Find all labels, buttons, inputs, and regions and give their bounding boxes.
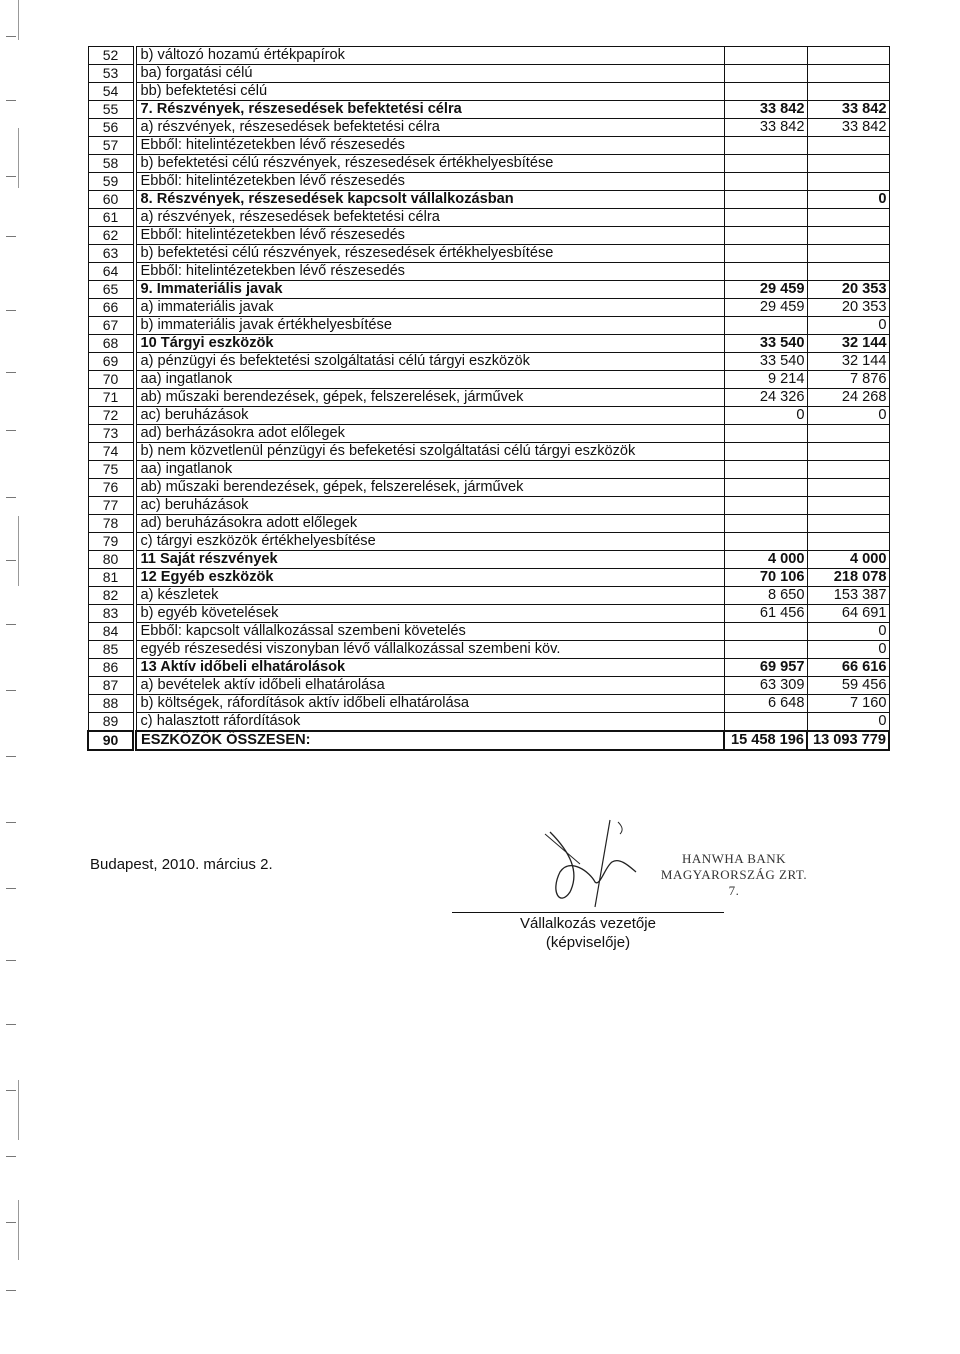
value-prior-year [724, 443, 807, 461]
value-current-year: 7 160 [807, 695, 889, 713]
table-row [88, 47, 889, 65]
value-current-year [807, 479, 889, 497]
value-prior-year: 63 309 [724, 677, 807, 695]
row-label: a) bevételek aktív időbeli elhatárolása [136, 677, 724, 695]
value-current-year: 59 456 [807, 677, 889, 695]
value-current-year [807, 461, 889, 479]
value-prior-year: 24 326 [724, 389, 807, 407]
row-number: 77 [88, 497, 133, 515]
value-current-year [807, 263, 889, 281]
value-current-year [807, 173, 889, 191]
table-row [88, 497, 889, 515]
value-current-year [807, 65, 889, 83]
value-current-year [807, 83, 889, 101]
row-label: c) halasztott ráfordítások [136, 713, 724, 732]
table-row [88, 155, 889, 173]
table-row [88, 659, 889, 677]
row-number: 70 [88, 371, 133, 389]
row-label: c) tárgyi eszközök értékhelyesbítése [136, 533, 724, 551]
value-prior-year: 29 459 [724, 281, 807, 299]
value-prior-year [724, 191, 807, 209]
value-prior-year [724, 137, 807, 155]
value-prior-year [724, 65, 807, 83]
value-prior-year [724, 479, 807, 497]
value-prior-year: 61 456 [724, 605, 807, 623]
row-label: 12 Egyéb eszközök [136, 569, 724, 587]
table-row [88, 119, 889, 137]
value-current-year [807, 155, 889, 173]
table-row [88, 461, 889, 479]
value-prior-year [724, 641, 807, 659]
table-row [88, 209, 889, 227]
table-row [88, 263, 889, 281]
table-row [88, 101, 889, 119]
value-prior-year [724, 209, 807, 227]
row-number: 59 [88, 173, 133, 191]
table-row [88, 479, 889, 497]
row-label: a) immateriális javak [136, 299, 724, 317]
table-row [88, 443, 889, 461]
table-row [88, 677, 889, 695]
table-row [88, 515, 889, 533]
value-prior-year: 0 [724, 407, 807, 425]
row-number: 68 [88, 335, 133, 353]
row-label: Ebből: kapcsolt vállalkozással szembeni követelés [136, 623, 724, 641]
row-label: ESZKÖZÖK ÖSSZESEN: [136, 731, 724, 750]
value-prior-year: 8 650 [724, 587, 807, 605]
value-current-year [807, 515, 889, 533]
value-prior-year: 9 214 [724, 371, 807, 389]
row-number: 87 [88, 677, 133, 695]
value-current-year [807, 227, 889, 245]
signatory-line-2: (képviselője) [545, 934, 631, 951]
value-current-year [807, 245, 889, 263]
row-number: 67 [88, 317, 133, 335]
row-number: 88 [88, 695, 133, 713]
value-prior-year [724, 533, 807, 551]
row-number: 80 [88, 551, 133, 569]
row-label: b) nem közvetlenül pénzügyi és befeketési szolgáltatási célú tárgyi eszközök [136, 443, 724, 461]
table-row [88, 605, 889, 623]
value-current-year: 0 [807, 191, 889, 209]
table-row [88, 623, 889, 641]
table-row [88, 317, 889, 335]
value-prior-year [724, 623, 807, 641]
row-label: bb) befektetési célú [136, 83, 724, 101]
value-current-year [807, 47, 889, 65]
value-prior-year: 69 957 [724, 659, 807, 677]
value-prior-year [724, 173, 807, 191]
row-number: 79 [88, 533, 133, 551]
value-current-year: 33 842 [807, 119, 889, 137]
table-row [88, 695, 889, 713]
row-number: 52 [88, 47, 133, 65]
signatory-title [468, 914, 708, 952]
value-prior-year: 6 648 [724, 695, 807, 713]
row-number: 75 [88, 461, 133, 479]
value-prior-year: 15 458 196 [724, 731, 807, 750]
row-number: 90 [88, 731, 133, 750]
row-number: 89 [88, 713, 133, 732]
row-number: 76 [88, 479, 133, 497]
table-row [88, 587, 889, 605]
row-label: b) egyéb követelések [136, 605, 724, 623]
value-prior-year [724, 245, 807, 263]
row-label: 10 Tárgyi eszközök [136, 335, 724, 353]
value-prior-year [724, 515, 807, 533]
row-number: 57 [88, 137, 133, 155]
value-prior-year: 33 842 [724, 101, 807, 119]
value-current-year [807, 425, 889, 443]
row-label: egyéb részesedési viszonyban lévő vállalkozással szembeni köv. [136, 641, 724, 659]
table-row [88, 65, 889, 83]
row-number: 54 [88, 83, 133, 101]
value-current-year: 0 [807, 713, 889, 732]
value-current-year: 20 353 [807, 299, 889, 317]
row-label: a) készletek [136, 587, 724, 605]
row-number: 69 [88, 353, 133, 371]
row-number: 81 [88, 569, 133, 587]
value-prior-year: 70 106 [724, 569, 807, 587]
value-prior-year [724, 461, 807, 479]
row-label: Ebből: hitelintézetekben lévő részesedés [136, 263, 724, 281]
row-number: 71 [88, 389, 133, 407]
row-label: Ebből: hitelintézetekben lévő részesedés [136, 137, 724, 155]
value-current-year: 32 144 [807, 353, 889, 371]
table-row [88, 425, 889, 443]
value-current-year: 13 093 779 [807, 731, 889, 750]
row-label: aa) ingatlanok [136, 461, 724, 479]
table-row [88, 137, 889, 155]
value-current-year: 0 [807, 623, 889, 641]
row-label: 8. Részvények, részesedések kapcsolt vállalkozásban [136, 191, 724, 209]
row-label: ba) forgatási célú [136, 65, 724, 83]
row-number: 62 [88, 227, 133, 245]
value-current-year: 0 [807, 317, 889, 335]
row-number: 83 [88, 605, 133, 623]
place-date: Budapest, 2010. március 2. [90, 856, 273, 873]
table-row [88, 299, 889, 317]
row-number: 64 [88, 263, 133, 281]
row-number: 73 [88, 425, 133, 443]
handwritten-signature [540, 812, 650, 912]
company-stamp [646, 851, 822, 899]
row-label: b) immateriális javak értékhelyesbítése [136, 317, 724, 335]
row-label: 13 Aktív időbeli elhatárolások [136, 659, 724, 677]
stamp-line-3: 7. [728, 883, 740, 898]
table-row [88, 641, 889, 659]
row-number: 84 [88, 623, 133, 641]
value-current-year: 0 [807, 407, 889, 425]
row-label: Ebből: hitelintézetekben lévő részesedés [136, 173, 724, 191]
value-prior-year [724, 497, 807, 515]
row-label: ad) berházásokra adot előlegek [136, 425, 724, 443]
row-label: 7. Részvények, részesedések befektetési célra [136, 101, 724, 119]
table-row [88, 281, 889, 299]
table-row [88, 371, 889, 389]
value-current-year: 20 353 [807, 281, 889, 299]
value-current-year: 24 268 [807, 389, 889, 407]
value-prior-year [724, 263, 807, 281]
row-number: 55 [88, 101, 133, 119]
table-row [88, 83, 889, 101]
value-current-year: 33 842 [807, 101, 889, 119]
row-label: 9. Immateriális javak [136, 281, 724, 299]
value-prior-year [724, 425, 807, 443]
table-row [88, 551, 889, 569]
value-current-year [807, 443, 889, 461]
row-label: ab) műszaki berendezések, gépek, felszerelések, járművek [136, 479, 724, 497]
table-row [88, 173, 889, 191]
value-current-year: 218 078 [807, 569, 889, 587]
row-number: 82 [88, 587, 133, 605]
table-row [88, 191, 889, 209]
value-prior-year [724, 155, 807, 173]
row-label: 11 Saját részvények [136, 551, 724, 569]
value-prior-year [724, 317, 807, 335]
row-label: a) részvények, részesedések befektetési célra [136, 119, 724, 137]
table-row [88, 533, 889, 551]
stamp-line-1: HANWHA BANK [681, 851, 787, 866]
value-current-year: 64 691 [807, 605, 889, 623]
value-prior-year [724, 83, 807, 101]
value-current-year: 153 387 [807, 587, 889, 605]
value-current-year: 66 616 [807, 659, 889, 677]
stamp-line-2: MAGYARORSZÁG ZRT. [660, 867, 808, 882]
row-label: a) pénzügyi és befektetési szolgáltatási célú tárgyi eszközök [136, 353, 724, 371]
value-prior-year [724, 713, 807, 732]
value-prior-year [724, 227, 807, 245]
table-row [88, 227, 889, 245]
row-label: a) részvények, részesedések befektetési célra [136, 209, 724, 227]
value-current-year [807, 497, 889, 515]
value-current-year [807, 533, 889, 551]
row-label: aa) ingatlanok [136, 371, 724, 389]
row-number: 56 [88, 119, 133, 137]
row-label: ad) beruházásokra adott előlegek [136, 515, 724, 533]
value-current-year [807, 137, 889, 155]
row-label: Ebből: hitelintézetekben lévő részesedés [136, 227, 724, 245]
scan-edge-marks [0, 0, 40, 1354]
row-number: 61 [88, 209, 133, 227]
row-number: 85 [88, 641, 133, 659]
row-number: 74 [88, 443, 133, 461]
row-label: ac) beruházások [136, 497, 724, 515]
value-current-year [807, 209, 889, 227]
table-row [88, 713, 889, 732]
row-number: 63 [88, 245, 133, 263]
value-current-year: 7 876 [807, 371, 889, 389]
row-number: 58 [88, 155, 133, 173]
table-row [88, 245, 889, 263]
value-prior-year: 4 000 [724, 551, 807, 569]
row-number: 66 [88, 299, 133, 317]
row-number: 60 [88, 191, 133, 209]
signature-line [452, 912, 724, 913]
signatory-line-1: Vállalkozás vezetője [520, 915, 656, 932]
value-current-year: 4 000 [807, 551, 889, 569]
value-prior-year: 33 842 [724, 119, 807, 137]
value-prior-year [724, 47, 807, 65]
balance-sheet-table [87, 46, 890, 751]
value-prior-year: 33 540 [724, 353, 807, 371]
table-row [88, 389, 889, 407]
row-number: 65 [88, 281, 133, 299]
table-row [88, 407, 889, 425]
value-prior-year: 29 459 [724, 299, 807, 317]
row-label: ab) műszaki berendezések, gépek, felszerelések, járművek [136, 389, 724, 407]
table-row [88, 335, 889, 353]
row-label: ac) beruházások [136, 407, 724, 425]
balance-sheet-body [88, 47, 889, 751]
row-number: 72 [88, 407, 133, 425]
row-label: b) befektetési célú részvények, részesedések értékhelyesbítése [136, 245, 724, 263]
row-number: 53 [88, 65, 133, 83]
value-current-year: 0 [807, 641, 889, 659]
table-row [88, 353, 889, 371]
row-label: b) változó hozamú értékpapírok [136, 47, 724, 65]
row-number: 78 [88, 515, 133, 533]
row-label: b) költségek, ráfordítások aktív időbeli elhatárolása [136, 695, 724, 713]
row-number: 86 [88, 659, 133, 677]
table-row [88, 731, 889, 750]
value-prior-year: 33 540 [724, 335, 807, 353]
value-current-year: 32 144 [807, 335, 889, 353]
row-label: b) befektetési célú részvények, részesedések értékhelyesbítése [136, 155, 724, 173]
table-row [88, 569, 889, 587]
